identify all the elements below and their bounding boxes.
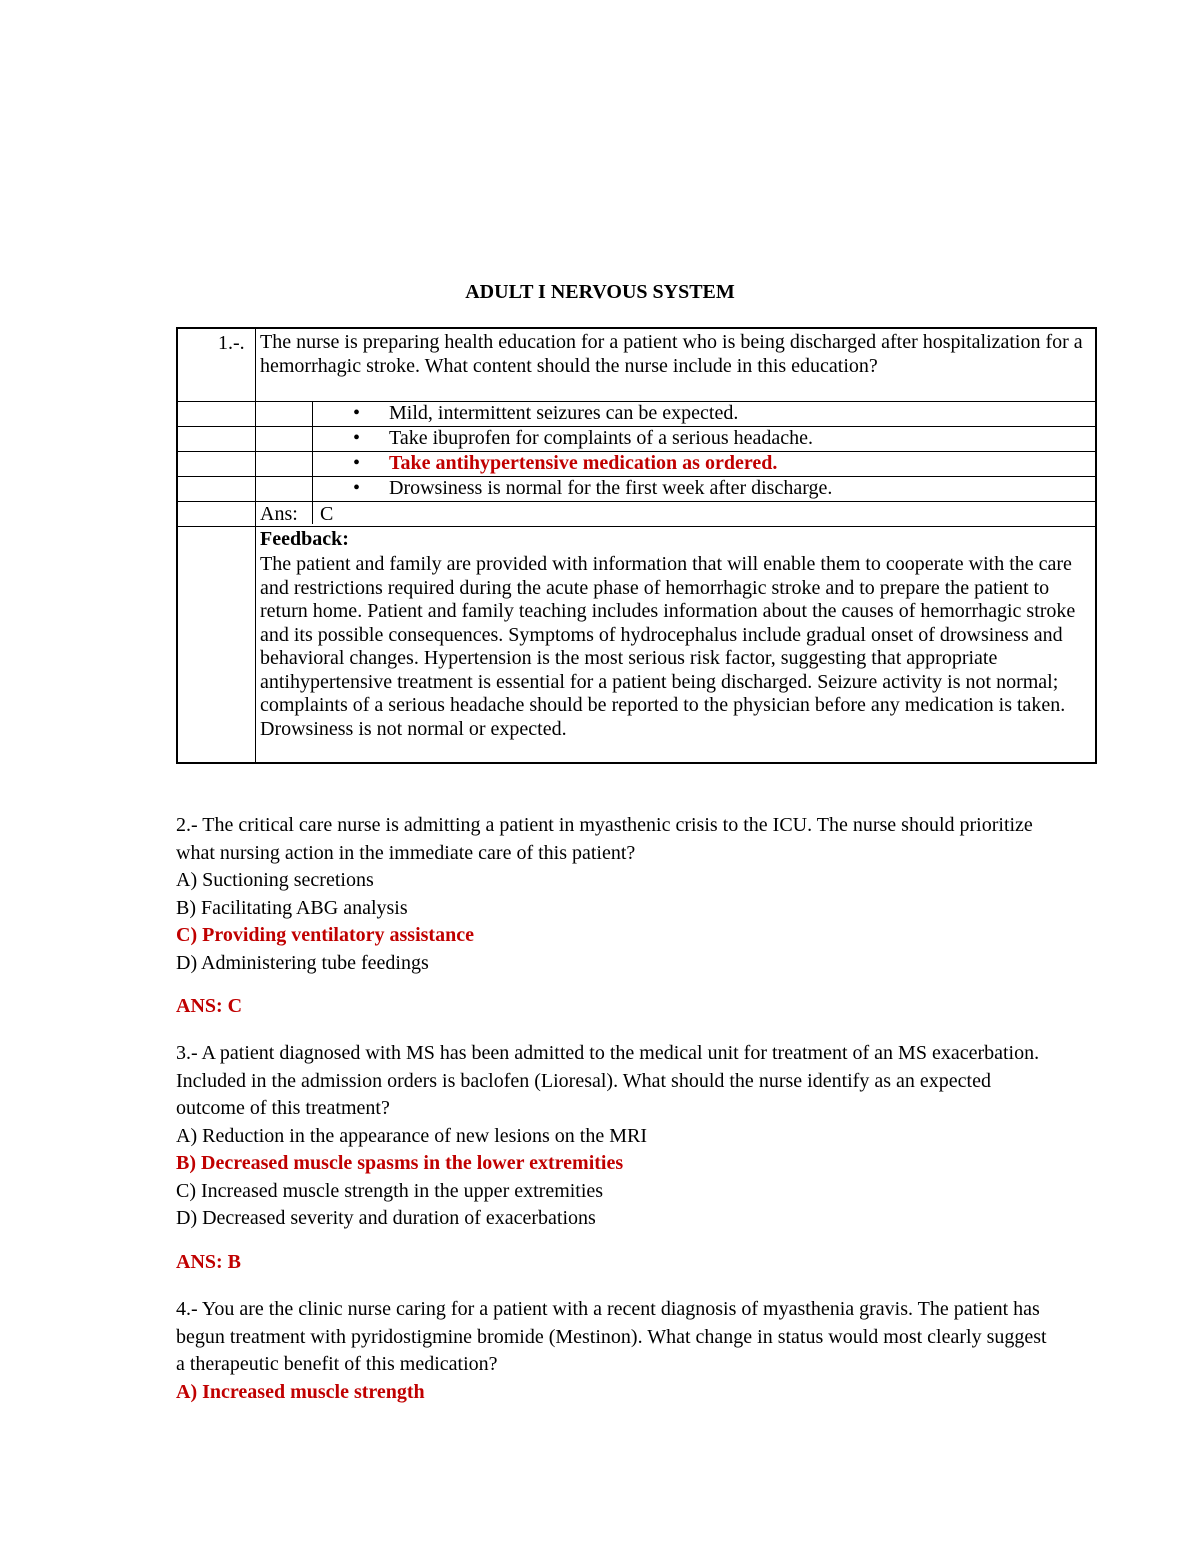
- question-stem: The nurse is preparing health education for a patient who is being discharged after hospitalization for a hemorrhagic stroke. What content should the nurse include in this education?: [260, 331, 1083, 377]
- question-2: [176, 812, 1056, 977]
- answer-line: ANS: C: [176, 995, 243, 1017]
- option-row: [178, 426, 1095, 451]
- bullet-icon: •: [353, 452, 361, 474]
- bullet-icon: •: [353, 427, 361, 449]
- table-rule: [255, 329, 256, 762]
- question-stem: 3.- A patient diagnosed with MS has been admitted to the medical unit for treatment of an MS exacerbation. Included in the admission orders is baclofen (Lioresal). What should the nurse identify as an expected outcome of this treatment?: [176, 1042, 1040, 1119]
- option-a: A) Reduction in the appearance of new lesions on the MRI: [176, 1124, 647, 1147]
- question-1-table: [176, 327, 1097, 764]
- question-stem: 4.- You are the clinic nurse caring for a patient with a recent diagnosis of myasthenia gravis. The patient has begun treatment with pyridostigmine bromide (Mestinon). What change in status would most clearly suggest a therapeutic benefit of this medication?: [176, 1298, 1047, 1375]
- option-a: A) Suctioning secretions: [176, 869, 374, 891]
- feedback-text: The patient and family are provided with information that will enable them to cooperate with the care and restrictions required during the acute phase of hemorrhagic stroke and to prepare the patient to return home. Patient and family teaching includes information about the causes of hemorrhagic stroke and its possible consequences. Symptoms of hydrocephalus include gradual onset of drowsiness and behavioral changes. Hypertension is the most serious risk factor, suggesting that appropriate antihypertensive treatment is essential for a patient being discharged. Seizure activity is not normal; complaints of a serious headache should be reported to the physician before any medication is taken. Drowsiness is not normal or expected.: [260, 553, 1076, 740]
- option-b: B) Facilitating ABG analysis: [176, 896, 408, 919]
- option-text: Drowsiness is normal for the first week after discharge.: [389, 477, 833, 499]
- option-c-correct: C) Providing ventilatory assistance: [176, 924, 474, 946]
- answer-label: Ans:: [260, 503, 298, 525]
- option-b-correct: B) Decreased muscle spasms in the lower extremities: [176, 1152, 624, 1174]
- option-row: [178, 476, 1095, 501]
- bullet-icon: •: [353, 402, 361, 424]
- option-d: D) Administering tube feedings: [176, 951, 429, 974]
- option-d: D) Decreased severity and duration of exacerbations: [176, 1207, 596, 1229]
- option-c: C) Increased muscle strength in the upper extremities: [176, 1179, 604, 1202]
- option-text: Mild, intermittent seizures can be expected.: [389, 402, 739, 424]
- question-number: 1.-.: [218, 332, 245, 354]
- feedback-title: Feedback:: [260, 528, 349, 550]
- option-text: Take ibuprofen for complaints of a serious headache.: [389, 427, 813, 449]
- question-4: [176, 1296, 1056, 1406]
- question-stem: 2.- The critical care nurse is admitting a patient in myasthenic crisis to the ICU. The nurse should prioritize what nursing action in the immediate care of this patient?: [176, 814, 1033, 864]
- answer-line: ANS: B: [176, 1251, 242, 1273]
- answer-value: C: [320, 503, 334, 525]
- option-text-correct: Take antihypertensive medication as ordered.: [389, 452, 778, 474]
- option-row-correct: [178, 451, 1095, 476]
- question-3: [176, 1040, 1056, 1233]
- document-title: ADULT I NERVOUS SYSTEM: [465, 281, 735, 303]
- bullet-icon: •: [353, 477, 361, 499]
- option-a-correct: A) Increased muscle strength: [176, 1380, 425, 1403]
- option-row: [178, 401, 1095, 426]
- table-rule: [178, 501, 1095, 502]
- table-rule: [178, 526, 1095, 527]
